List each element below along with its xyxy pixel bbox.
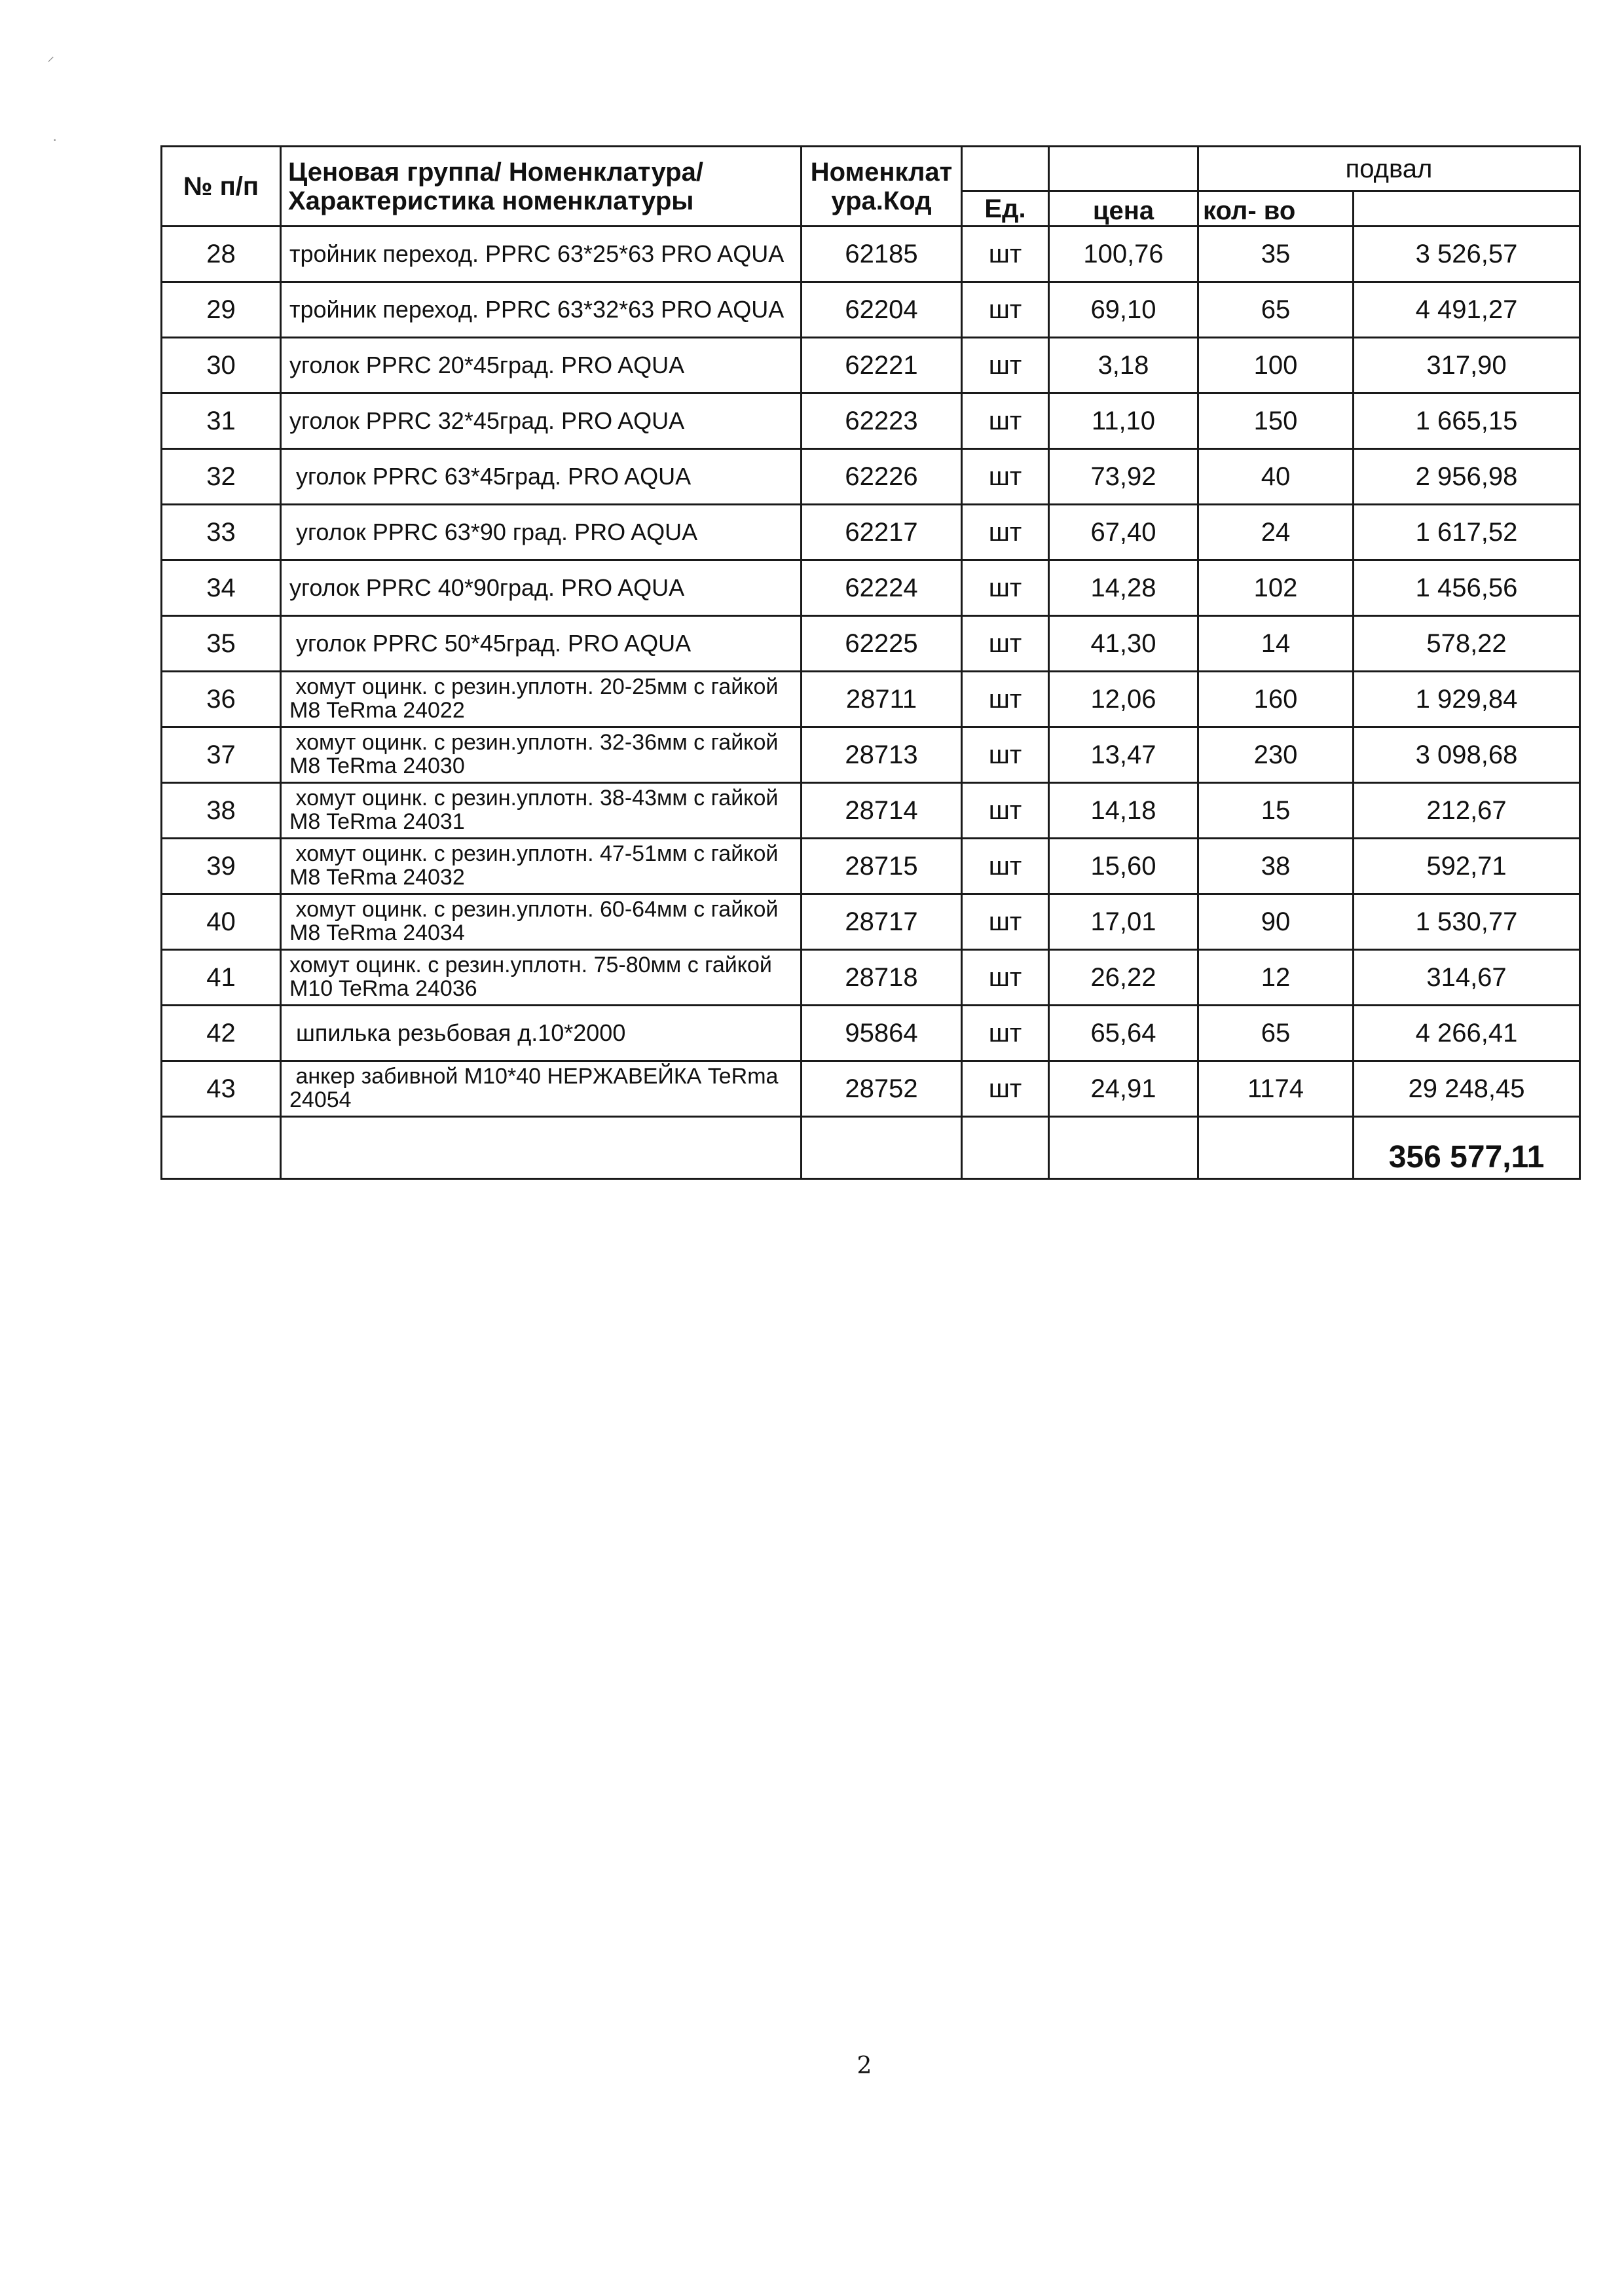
cell-name: уголок PPRC 40*90град. PRO AQUA <box>281 560 802 616</box>
cell-qty: 15 <box>1198 783 1354 839</box>
cell-name: тройник переход. PPRC 63*32*63 PRO AQUA <box>281 282 802 338</box>
cell-name-line2: M8 TeRma 24031 <box>289 809 465 834</box>
cell-code: 62223 <box>802 393 962 449</box>
cell-name <box>281 672 802 727</box>
cell-code: 28714 <box>802 783 962 839</box>
header-code <box>802 147 962 227</box>
cell-sum: 578,22 <box>1354 616 1580 672</box>
cell-unit: шт <box>962 227 1049 282</box>
cell-unit: шт <box>962 783 1049 839</box>
cell-unit: шт <box>962 505 1049 560</box>
cell-qty: 35 <box>1198 227 1354 282</box>
cell-name: тройник переход. PPRC 63*25*63 PRO AQUA <box>281 227 802 282</box>
cell-num: 38 <box>162 783 281 839</box>
cell-unit: шт <box>962 449 1049 505</box>
scan-mark: · <box>52 131 58 147</box>
cell-sum: 4 491,27 <box>1354 282 1580 338</box>
table-body <box>162 147 1580 1179</box>
cell-qty: 90 <box>1198 894 1354 950</box>
cell-unit: шт <box>962 393 1049 449</box>
cell-sum: 212,67 <box>1354 783 1580 839</box>
header-blank-cell <box>962 147 1049 191</box>
cell-qty: 1174 <box>1198 1061 1354 1117</box>
cell-name: шпилька резьбовая д.10*2000 <box>281 1006 802 1061</box>
cell-name <box>281 783 802 839</box>
scan-mark: ⸝ <box>47 48 55 64</box>
header-code-line1: Номенклат <box>810 157 953 187</box>
table-row <box>162 616 1580 672</box>
cell-code: 28718 <box>802 950 962 1006</box>
cell-unit: шт <box>962 1006 1049 1061</box>
header-blank-cell <box>1354 191 1580 227</box>
cell-name: уголок PPRC 50*45град. PRO AQUA <box>281 616 802 672</box>
cell-num: 43 <box>162 1061 281 1117</box>
cell-unit: шт <box>962 338 1049 393</box>
cell-num: 29 <box>162 282 281 338</box>
total-blank-cell <box>962 1117 1049 1179</box>
cell-name-line1: хомут оцинк. с резин.уплотн. 75-80мм с гайкой <box>289 953 772 978</box>
cell-name-line2: 24054 <box>289 1087 352 1112</box>
cell-code: 95864 <box>802 1006 962 1061</box>
cell-unit: шт <box>962 727 1049 783</box>
cell-price: 67,40 <box>1049 505 1198 560</box>
table-row <box>162 1061 1580 1117</box>
cell-price: 17,01 <box>1049 894 1198 950</box>
cell-qty: 65 <box>1198 282 1354 338</box>
cell-code: 62204 <box>802 282 962 338</box>
cell-unit: шт <box>962 1061 1049 1117</box>
table-row <box>162 894 1580 950</box>
cell-num: 35 <box>162 616 281 672</box>
cell-code: 28715 <box>802 839 962 894</box>
cell-code: 28717 <box>802 894 962 950</box>
cell-num: 34 <box>162 560 281 616</box>
cell-name-line2: M10 TeRma 24036 <box>289 976 477 1001</box>
cell-name-line1: хомут оцинк. с резин.уплотн. 47-51мм с гайкой <box>289 841 779 867</box>
price-table <box>160 145 1581 1180</box>
cell-name-line1: анкер забивной M10*40 НЕРЖАВЕЙКА TeRma <box>289 1064 779 1089</box>
cell-qty: 100 <box>1198 338 1354 393</box>
cell-name <box>281 950 802 1006</box>
cell-num: 33 <box>162 505 281 560</box>
cell-sum: 29 248,45 <box>1354 1061 1580 1117</box>
cell-price: 14,28 <box>1049 560 1198 616</box>
header-qty: кол- во <box>1198 191 1354 227</box>
cell-num: 37 <box>162 727 281 783</box>
cell-sum: 1 530,77 <box>1354 894 1580 950</box>
header-blank-cell <box>1049 147 1198 191</box>
cell-qty: 230 <box>1198 727 1354 783</box>
table-row <box>162 449 1580 505</box>
grand-total: 356 577,11 <box>1354 1117 1580 1179</box>
cell-sum: 4 266,41 <box>1354 1006 1580 1061</box>
cell-qty: 12 <box>1198 950 1354 1006</box>
cell-sum: 1 617,52 <box>1354 505 1580 560</box>
table-row <box>162 839 1580 894</box>
cell-qty: 38 <box>1198 839 1354 894</box>
total-blank-cell <box>1198 1117 1354 1179</box>
table-row <box>162 393 1580 449</box>
cell-sum: 317,90 <box>1354 338 1580 393</box>
cell-price: 3,18 <box>1049 338 1198 393</box>
cell-unit: шт <box>962 839 1049 894</box>
header-name-line1: Ценовая группа/ Номенклатура/ <box>288 157 703 187</box>
cell-name-line1: хомут оцинк. с резин.уплотн. 60-64мм с гайкой <box>289 897 779 922</box>
cell-unit: шт <box>962 950 1049 1006</box>
header-name <box>281 147 802 227</box>
cell-code: 28752 <box>802 1061 962 1117</box>
cell-num: 41 <box>162 950 281 1006</box>
total-blank-cell <box>1049 1117 1198 1179</box>
cell-sum: 1 456,56 <box>1354 560 1580 616</box>
cell-price: 13,47 <box>1049 727 1198 783</box>
cell-price: 65,64 <box>1049 1006 1198 1061</box>
cell-code: 62217 <box>802 505 962 560</box>
cell-price: 100,76 <box>1049 227 1198 282</box>
cell-sum: 314,67 <box>1354 950 1580 1006</box>
total-blank-cell <box>281 1117 802 1179</box>
cell-code: 62226 <box>802 449 962 505</box>
table-row <box>162 338 1580 393</box>
cell-num: 36 <box>162 672 281 727</box>
cell-qty: 24 <box>1198 505 1354 560</box>
cell-name-line2: M8 TeRma 24030 <box>289 754 465 778</box>
table-row <box>162 1006 1580 1061</box>
cell-name: уголок PPRC 20*45град. PRO AQUA <box>281 338 802 393</box>
cell-qty: 14 <box>1198 616 1354 672</box>
cell-name-line2: M8 TeRma 24034 <box>289 920 465 945</box>
cell-num: 32 <box>162 449 281 505</box>
cell-name <box>281 727 802 783</box>
cell-name <box>281 894 802 950</box>
cell-qty: 102 <box>1198 560 1354 616</box>
cell-sum: 592,71 <box>1354 839 1580 894</box>
cell-qty: 150 <box>1198 393 1354 449</box>
cell-code: 62224 <box>802 560 962 616</box>
cell-unit: шт <box>962 616 1049 672</box>
cell-code: 28711 <box>802 672 962 727</box>
cell-code: 62185 <box>802 227 962 282</box>
cell-price: 69,10 <box>1049 282 1198 338</box>
total-row <box>162 1117 1580 1179</box>
cell-num: 30 <box>162 338 281 393</box>
table-row <box>162 950 1580 1006</box>
header-code-line2: ура.Код <box>831 186 932 215</box>
cell-price: 12,06 <box>1049 672 1198 727</box>
cell-name <box>281 1061 802 1117</box>
cell-code: 62225 <box>802 616 962 672</box>
cell-price: 73,92 <box>1049 449 1198 505</box>
cell-num: 42 <box>162 1006 281 1061</box>
table-row <box>162 227 1580 282</box>
cell-name: уголок PPRC 32*45град. PRO AQUA <box>281 393 802 449</box>
total-blank-cell <box>162 1117 281 1179</box>
cell-name <box>281 839 802 894</box>
cell-num: 39 <box>162 839 281 894</box>
header-name-line2: Характеристика номенклатуры <box>288 186 694 215</box>
header-row-1 <box>162 147 1580 191</box>
cell-sum: 1 665,15 <box>1354 393 1580 449</box>
cell-unit: шт <box>962 672 1049 727</box>
cell-name-line1: хомут оцинк. с резин.уплотн. 32-36мм с гайкой <box>289 730 779 756</box>
cell-sum: 3 526,57 <box>1354 227 1580 282</box>
cell-qty: 160 <box>1198 672 1354 727</box>
table-row <box>162 727 1580 783</box>
cell-name-line1: хомут оцинк. с резин.уплотн. 20-25мм с гайкой <box>289 674 779 700</box>
total-blank-cell <box>802 1117 962 1179</box>
cell-code: 62221 <box>802 338 962 393</box>
cell-num: 28 <box>162 227 281 282</box>
table-row <box>162 560 1580 616</box>
cell-num: 40 <box>162 894 281 950</box>
cell-name-line1: хомут оцинк. с резин.уплотн. 38-43мм с гайкой <box>289 786 779 811</box>
cell-sum: 2 956,98 <box>1354 449 1580 505</box>
header-price: цена <box>1049 191 1198 227</box>
cell-name-line2: M8 TeRma 24022 <box>289 698 465 723</box>
cell-sum: 3 098,68 <box>1354 727 1580 783</box>
table-row <box>162 505 1580 560</box>
cell-price: 24,91 <box>1049 1061 1198 1117</box>
table-row <box>162 672 1580 727</box>
cell-price: 41,30 <box>1049 616 1198 672</box>
cell-unit: шт <box>962 894 1049 950</box>
page-number: 2 <box>857 2052 872 2079</box>
cell-num: 31 <box>162 393 281 449</box>
cell-sum: 1 929,84 <box>1354 672 1580 727</box>
cell-name-line2: M8 TeRma 24032 <box>289 865 465 890</box>
header-unit: Ед. <box>962 191 1049 227</box>
cell-unit: шт <box>962 560 1049 616</box>
cell-name: уголок PPRC 63*90 град. PRO AQUA <box>281 505 802 560</box>
cell-code: 28713 <box>802 727 962 783</box>
table-row <box>162 282 1580 338</box>
table-row <box>162 783 1580 839</box>
price-table-sheet <box>160 145 1579 1180</box>
cell-price: 11,10 <box>1049 393 1198 449</box>
cell-qty: 40 <box>1198 449 1354 505</box>
cell-name: уголок PPRC 63*45град. PRO AQUA <box>281 449 802 505</box>
cell-price: 15,60 <box>1049 839 1198 894</box>
cell-price: 26,22 <box>1049 950 1198 1006</box>
cell-qty: 65 <box>1198 1006 1354 1061</box>
header-num: № п/п <box>162 147 281 227</box>
cell-price: 14,18 <box>1049 783 1198 839</box>
header-group: подвал <box>1198 147 1580 191</box>
cell-unit: шт <box>962 282 1049 338</box>
